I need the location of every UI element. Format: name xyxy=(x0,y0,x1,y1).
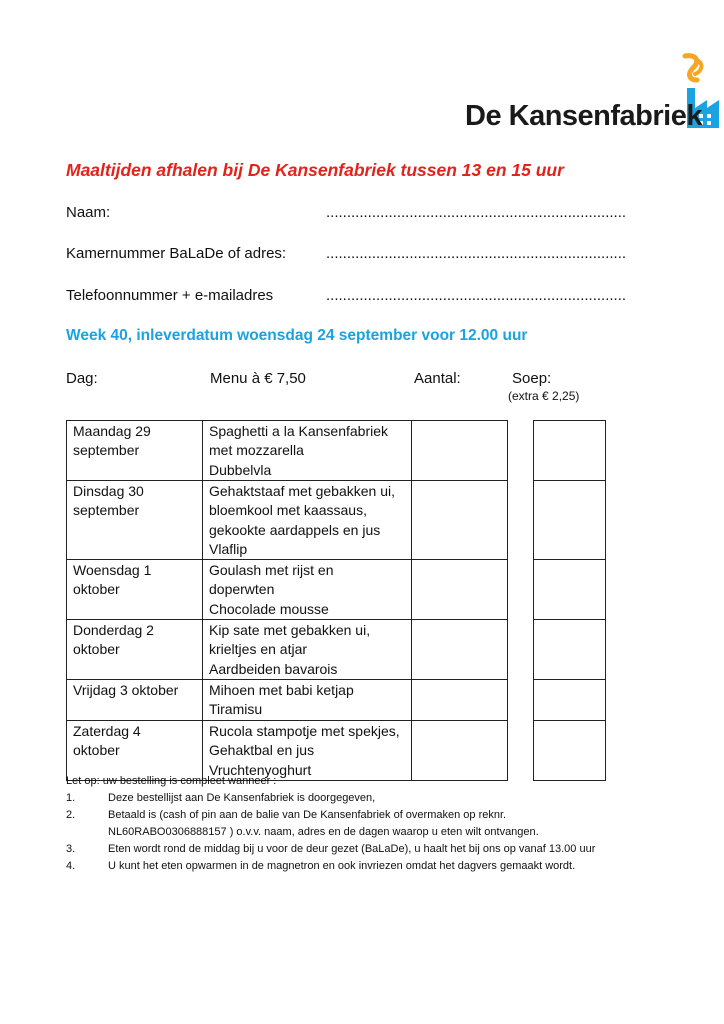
dish-text: Kip sate met gebakken ui, xyxy=(209,622,371,639)
day-column-header: Dag: xyxy=(66,370,98,387)
soup-input-cell[interactable] xyxy=(534,560,606,620)
dish-cell xyxy=(203,680,412,721)
note-text xyxy=(108,790,375,807)
note-item xyxy=(66,807,706,841)
table-row xyxy=(67,620,606,680)
day-text: Donderdag 2 xyxy=(73,622,154,639)
phone-email-field[interactable]: ........................................................................ xyxy=(326,287,627,304)
dish-text: Spaghetti a la Kansenfabriek xyxy=(209,423,389,439)
dish-text: krieltjes en atjar xyxy=(209,641,308,658)
note-text xyxy=(108,858,575,875)
day-text: september xyxy=(73,442,140,459)
day-text: oktober xyxy=(73,581,120,598)
day-cell xyxy=(67,421,203,481)
dish-text: Goulash met rijst en xyxy=(209,562,334,579)
dish-text: Vruchtenyoghurt xyxy=(209,761,312,778)
dish-text: doperwten xyxy=(209,581,275,598)
dish-text: Dubbelvla xyxy=(209,461,272,478)
name-field[interactable]: ........................................................................ xyxy=(326,204,627,221)
soup-input-cell[interactable] xyxy=(534,721,606,781)
dish-text: Aardbeiden bavarois xyxy=(209,660,338,677)
logo-wordmark: De Kansenfabriek xyxy=(465,100,702,132)
note-text xyxy=(108,807,539,841)
qty-column-header: Aantal: xyxy=(414,370,461,387)
dish-text: gekookte aardappels en jus xyxy=(209,521,381,538)
note-item xyxy=(66,841,706,858)
day-cell xyxy=(67,680,203,721)
column-gap xyxy=(508,620,534,680)
dish-cell xyxy=(203,421,412,481)
column-gap xyxy=(508,560,534,620)
note-number: 4. xyxy=(66,860,76,872)
soup-input-cell[interactable] xyxy=(534,680,606,721)
dish-text: met mozzarella xyxy=(209,442,304,459)
dish-cell xyxy=(203,721,412,781)
menu-column-header: Menu à € 7,50 xyxy=(210,370,306,387)
day-text: Woensdag 1 xyxy=(73,562,152,579)
note-item xyxy=(66,858,706,875)
day-cell xyxy=(67,481,203,560)
quantity-input-cell[interactable] xyxy=(412,560,508,620)
week-deadline: Week 40, inleverdatum woensdag 24 september voor 12.00 uur xyxy=(66,327,528,344)
note-text xyxy=(108,841,595,858)
column-gap xyxy=(508,481,534,560)
dish-cell xyxy=(203,560,412,620)
day-text: oktober xyxy=(73,742,120,759)
table-row xyxy=(67,721,606,781)
day-text: Maandag 29 xyxy=(73,423,151,439)
address-field[interactable]: ........................................................................ xyxy=(326,245,627,262)
table-row xyxy=(67,421,606,481)
note-line: Eten wordt rond de middag bij u voor de deur gezet (BaLaDe), u haalt het bij ons op vanaf 13.00 uur xyxy=(108,843,596,855)
dish-text: Vlaflip xyxy=(209,540,248,557)
phone-email-label: Telefoonnummer + e-mailadres xyxy=(66,287,274,304)
day-cell xyxy=(67,560,203,620)
quantity-input-cell[interactable] xyxy=(412,680,508,721)
column-gap xyxy=(508,721,534,781)
day-cell xyxy=(67,721,203,781)
address-label: Kamernummer BaLaDe of adres: xyxy=(66,245,287,262)
dish-text: bloemkool met kaassaus, xyxy=(209,502,367,519)
dish-text: Chocolade mousse xyxy=(209,600,329,617)
dish-text: Rucola stampotje met spekjes, xyxy=(209,723,400,740)
note-number: 1. xyxy=(66,792,76,804)
note-line: Betaald is (cash of pin aan de balie van De Kansenfabriek of overmaken op reknr. xyxy=(108,809,507,821)
dish-text: Gehaktstaaf met gebakken ui, xyxy=(209,483,395,499)
day-text: Zaterdag 4 xyxy=(73,723,141,740)
note-number: 3. xyxy=(66,843,76,855)
day-text: september xyxy=(73,502,140,519)
soup-input-cell[interactable] xyxy=(534,481,606,560)
dish-cell xyxy=(203,481,412,560)
notes-intro: Let op: uw bestelling is compleet wanneer : xyxy=(66,775,277,787)
quantity-input-cell[interactable] xyxy=(412,421,508,481)
menu-table xyxy=(66,420,606,781)
day-text: oktober xyxy=(73,641,120,658)
page-heading: Maaltijden afhalen bij De Kansenfabriek tussen 13 en 15 uur xyxy=(66,160,564,180)
note-number: 2. xyxy=(66,809,76,821)
quantity-input-cell[interactable] xyxy=(412,620,508,680)
order-notes xyxy=(66,773,706,875)
day-text: Dinsdag 30 xyxy=(73,483,144,499)
table-row xyxy=(67,481,606,560)
note-line: Deze bestellijst aan De Kansenfabriek is doorgegeven, xyxy=(108,792,376,804)
table-row xyxy=(67,560,606,620)
day-text: Vrijdag 3 oktober xyxy=(73,682,179,699)
column-gap xyxy=(508,421,534,481)
soup-price-note: (extra € 2,25) xyxy=(508,389,580,403)
soup-input-cell[interactable] xyxy=(534,421,606,481)
column-gap xyxy=(508,680,534,721)
note-item xyxy=(66,790,706,807)
soup-input-cell[interactable] xyxy=(534,620,606,680)
dish-text: Tiramisu xyxy=(209,701,263,718)
note-line: NL60RABO0306888157 ) o.v.v. naam, adres en de dagen waarop u eten wilt ontvangen. xyxy=(108,826,539,838)
dish-text: Gehaktbal en jus xyxy=(209,742,315,759)
dish-text: Mihoen met babi ketjap xyxy=(209,682,354,699)
day-cell xyxy=(67,620,203,680)
note-line: U kunt het eten opwarmen in de magnetron en ook invriezen omdat het dagvers gemaakt wordt. xyxy=(108,860,576,872)
name-label: Naam: xyxy=(66,204,111,221)
quantity-input-cell[interactable] xyxy=(412,481,508,560)
table-row xyxy=(67,680,606,721)
quantity-input-cell[interactable] xyxy=(412,721,508,781)
dish-cell xyxy=(203,620,412,680)
soup-column-header: Soep: xyxy=(512,370,552,387)
